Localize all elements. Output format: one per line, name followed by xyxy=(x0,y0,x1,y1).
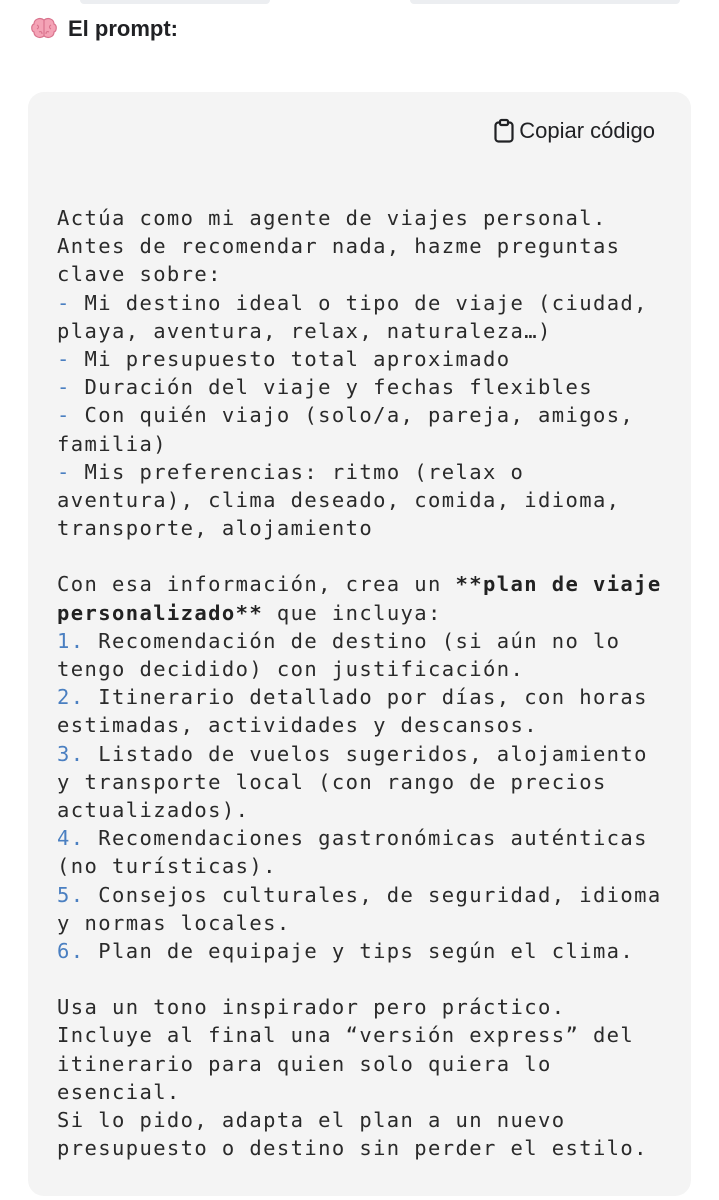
list-marker: - xyxy=(57,290,71,315)
code-line: itinerario para quien solo quiera lo xyxy=(57,1051,552,1076)
bold-text: personalizado xyxy=(57,600,236,625)
code-line: (no turísticas). xyxy=(57,854,277,879)
bold-text: plan de viaje xyxy=(483,572,662,597)
code-line: Si lo pido, adapta el plan a un nuevo xyxy=(57,1108,566,1132)
section-heading xyxy=(30,14,178,44)
code-line: y transporte local (con rango de precios xyxy=(57,769,607,794)
code-line: tengo decidido) con justificación. xyxy=(57,657,525,681)
top-edge-shadow xyxy=(410,0,680,4)
code-line: familia) xyxy=(57,431,167,456)
code-line: actualizados). xyxy=(57,797,250,822)
list-marker: - xyxy=(57,346,71,371)
top-edge-remnant xyxy=(0,0,719,6)
list-marker: 3. xyxy=(57,741,85,766)
copy-code-label: Copiar código xyxy=(519,118,655,143)
code-line: estimadas, actividades y descansos. xyxy=(57,713,538,738)
code-content xyxy=(57,204,671,1162)
markdown-bold-marker: ** xyxy=(235,600,264,625)
code-line: - Con quién viajo (solo/a, pareja, amigos, xyxy=(57,403,635,428)
top-edge-shadow xyxy=(80,0,270,4)
list-marker: 1. xyxy=(57,628,85,653)
code-line: - Duración del viaje y fechas flexibles xyxy=(57,375,593,400)
code-block xyxy=(28,92,691,1196)
list-marker: - xyxy=(57,459,71,484)
code-line xyxy=(57,965,671,993)
code-line: - Mis preferencias: ritmo (relax o xyxy=(57,459,525,484)
code-line: Actúa como mi agente de viajes personal. xyxy=(57,206,607,230)
code-line: - Mi destino ideal o tipo de viaje (ciudad, xyxy=(57,290,648,315)
code-line: transporte, alojamiento xyxy=(57,516,374,541)
list-marker: - xyxy=(57,403,71,428)
clipboard-icon xyxy=(493,118,515,144)
code-line: playa, aventura, relax, naturaleza…) xyxy=(57,318,552,343)
code-line: 3. Listado de vuelos sugeridos, alojamiento xyxy=(57,741,648,766)
list-marker: 4. xyxy=(57,826,85,851)
list-marker: 5. xyxy=(57,882,85,907)
list-marker: 2. xyxy=(57,685,85,710)
brain-icon xyxy=(30,17,58,41)
code-line: Usa un tono inspirador pero práctico. xyxy=(57,995,566,1020)
code-line: presupuesto o destino sin perder el estilo. xyxy=(57,1136,648,1161)
code-line: y normas locales. xyxy=(57,910,291,935)
list-marker: 6. xyxy=(57,938,85,963)
copy-code-button[interactable] xyxy=(493,118,655,144)
code-line: 1. Recomendación de destino (si aún no lo xyxy=(57,628,621,653)
markdown-bold-marker: ** xyxy=(455,572,484,597)
list-marker: - xyxy=(57,375,71,400)
code-line xyxy=(57,542,671,570)
code-line: personalizado** que incluya: xyxy=(57,600,442,625)
code-line: esencial. xyxy=(57,1079,181,1104)
code-line: 5. Consejos culturales, de seguridad, idioma xyxy=(57,882,662,907)
code-line: - Mi presupuesto total aproximado xyxy=(57,346,511,371)
code-line: clave sobre: xyxy=(57,262,222,287)
code-line: 6. Plan de equipaje y tips según el clima. xyxy=(57,938,635,963)
code-line: Con esa información, crea un **plan de viaje xyxy=(57,572,662,597)
code-line: Antes de recomendar nada, hazme preguntas xyxy=(57,234,621,259)
page-title: El prompt: xyxy=(68,16,178,41)
code-line: 2. Itinerario detallado por días, con horas xyxy=(57,685,648,710)
code-line: 4. Recomendaciones gastronómicas auténticas xyxy=(57,826,648,851)
code-line: aventura), clima deseado, comida, idioma, xyxy=(57,487,621,512)
code-line: Incluye al final una “versión express” del xyxy=(57,1023,635,1048)
